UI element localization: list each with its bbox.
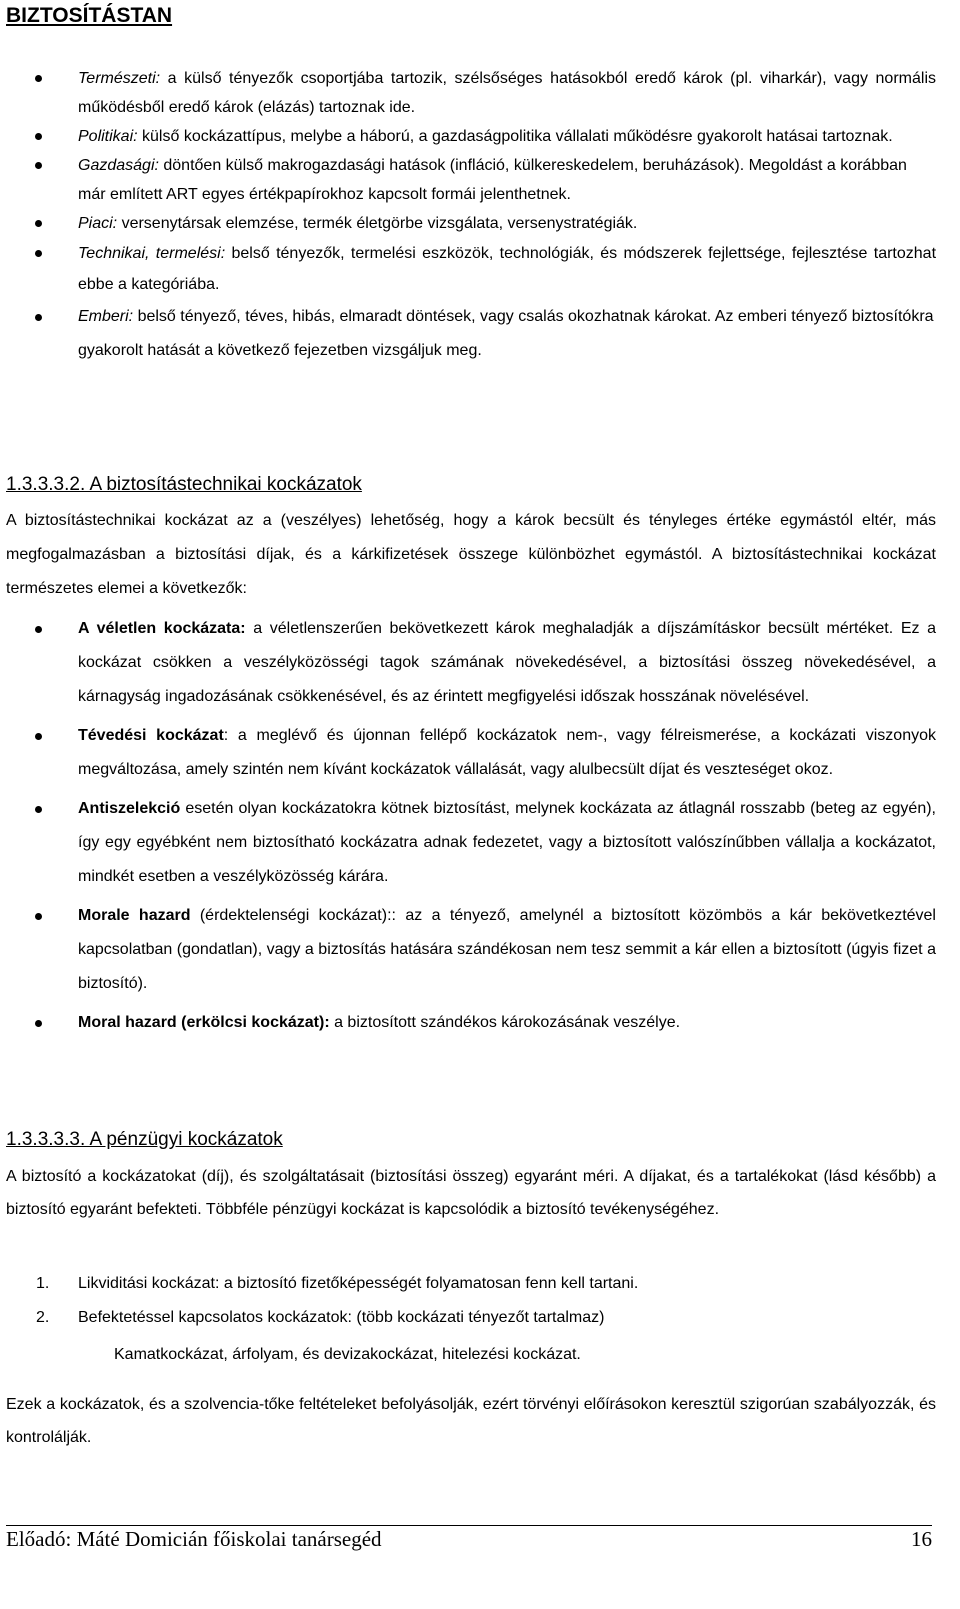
list-item <box>6 719 936 787</box>
risk-description: a véletlenszerűen bekövetkezett károk meghaladják a díjszámításkor becsült mértéket. Ez a kockázat csökken a veszélyközösségi tagok számának növekedésével, a biztosítási összeg növekedésével, a kárnagyság ingadozásának csökkenésével, és az érintett megfigyelési időszak hosszának növelésével. <box>78 620 937 705</box>
risk-description: a biztosított szándékos károkozásának veszélye. <box>329 1014 681 1031</box>
bullet-icon <box>35 1020 42 1027</box>
closing-paragraph: Ezek a kockázatok, és a szolvencia-tőke feltételeket befolyásolják, ezért törvényi előírásokon keresztül szigorúan szabályozzák, és kontrolálják. <box>6 1396 936 1446</box>
risk-term: A véletlen kockázata: <box>78 620 246 637</box>
risk-term: Gazdasági: <box>78 157 159 174</box>
list-item <box>6 1267 936 1301</box>
sub-line: Kamatkockázat, árfolyam, és devizakockázat, hitelezési kockázat. <box>114 1346 581 1363</box>
risk-term: Piaci: <box>78 215 118 232</box>
item-number: 2. <box>36 1309 50 1326</box>
section-heading: 1.3.3.3.2. A biztosítástechnikai kockázatok <box>6 474 362 495</box>
risk-term: Antiszelekció <box>78 800 181 817</box>
risk-term: Természeti: <box>78 70 161 87</box>
risk-term: Morale hazard <box>78 907 191 924</box>
item-text: Befektetéssel kapcsolatos kockázatok: (több kockázati tényezőt tartalmaz) <box>78 1309 605 1326</box>
list-item <box>6 64 936 122</box>
bullet-icon <box>35 162 42 169</box>
item-number: 1. <box>36 1275 50 1292</box>
page-number: 16 <box>911 1527 932 1551</box>
bullet-icon <box>35 626 42 633</box>
bullet-icon <box>35 913 42 920</box>
bullet-icon <box>35 133 42 140</box>
page-title: BIZTOSÍTÁSTAN <box>6 4 173 27</box>
list-item <box>6 151 936 209</box>
financial-risk-list <box>6 1267 936 1335</box>
list-item <box>6 300 936 368</box>
risk-type-list <box>6 64 936 368</box>
list-item <box>6 899 936 1001</box>
footer-presenter: Előadó: Máté Domicián főiskolai tanársegéd <box>6 1527 382 1551</box>
risk-description: (érdektelenségi kockázat):: az a tényező, amelynél a biztosított közömbös a kár bekövetkeztével kapcsolatban (gondatlan), vagy a biztosítás hatására szándékosan nem tesz semmit a kár ellen a biztosított (úgyis fizet a biztosító). <box>78 907 936 992</box>
bullet-icon <box>35 806 42 813</box>
list-item <box>6 209 936 238</box>
bullet-icon <box>35 250 42 257</box>
bullet-icon <box>35 733 42 740</box>
list-item <box>6 1006 936 1040</box>
risk-term: Moral hazard (erkölcsi kockázat): <box>78 1014 330 1031</box>
item-text: Likviditási kockázat: a biztosító fizetőképességét folyamatosan fenn kell tartani. <box>78 1275 639 1292</box>
bullet-icon <box>35 314 42 321</box>
risk-description: belső tényezők, termelési eszközök, technológiák, és módszerek fejlettsége, fejlesztése tartozhat ebbe a kategóriába. <box>78 245 937 293</box>
list-item <box>6 612 936 714</box>
section-intro: A biztosító a kockázatokat (díj), és szolgáltatásait (biztosítási összeg) egyaránt méri. A díjakat, és a tartalékokat (lásd később) a biztosító egyaránt befekteti. Többféle pénzügyi kockázat is kapcsolódik a biztosító tevékenységéhez. <box>6 1168 936 1218</box>
section-heading: 1.3.3.3.3. A pénzügyi kockázatok <box>6 1129 283 1150</box>
list-item <box>6 792 936 894</box>
risk-description: a külső tényezők csoportjába tartozik, szélsőséges hatásokból eredő károk (pl. viharkár), vagy normális működésből eredő károk (elázás) tartoznak ide. <box>78 70 936 116</box>
risk-description: esetén olyan kockázatokra kötnek biztosítást, melynek kockázata az átlagnál rosszabb (beteg az egyén), így egy egyébként nem biztosítható kockázatra adnak fedezetet, vagy a biztosított valószínűbben vállalja a kockázatot, mindkét esetben a veszélyközösség kárára. <box>78 800 936 885</box>
risk-description: belső tényező, téves, hibás, elmaradt döntések, vagy csalás okozhatnak károkat. Az emberi tényező biztosítókra gyakorolt hatását a következő fejezetben vizsgáljuk meg. <box>78 308 934 359</box>
list-item <box>6 122 936 151</box>
footer <box>6 1527 932 1552</box>
technical-risk-list <box>6 612 936 1040</box>
bullet-icon <box>35 220 42 227</box>
risk-description: külső kockázattípus, melybe a háború, a gazdaságpolitika vállalati működésre gyakorolt hatásai tartoznak. <box>137 128 893 145</box>
risk-description: döntően külső makrogazdasági hatások (infláció, külkereskedelem, beruházások). Megoldást a korábban már említett ART egyes értékpapírokhoz kapcsolt formái jelenthetnek. <box>78 157 907 203</box>
risk-term: Politikai: <box>78 128 138 145</box>
list-item <box>6 1301 936 1335</box>
bullet-icon <box>35 75 42 82</box>
risk-term: Technikai, termelési: <box>78 245 226 262</box>
list-item <box>6 238 936 300</box>
risk-description: : a meglévő és újonnan fellépő kockázatok nem-, vagy félreismerése, a kockázati viszonyok megváltozása, amely szintén nem kívánt kockázatok vállalását, vagy alulbecsült díjat és veszteséget okoz. <box>78 727 936 778</box>
risk-description: versenytársak elemzése, termék életgörbe vizsgálata, versenystratégiák. <box>117 215 638 232</box>
risk-term: Emberi: <box>78 308 134 325</box>
risk-term: Tévedési kockázat <box>78 727 224 744</box>
section-intro: A biztosítástechnikai kockázat az a (veszélyes) lehetőség, hogy a károk becsült és tényleges értéke egymástól eltér, más megfogalmazásban a biztosítási díjak, és a kárkifizetések összege különbözhet egymástól. A biztosítástechnikai kockázat természetes elemei a következők: <box>6 512 936 597</box>
footer-divider <box>6 1525 932 1526</box>
